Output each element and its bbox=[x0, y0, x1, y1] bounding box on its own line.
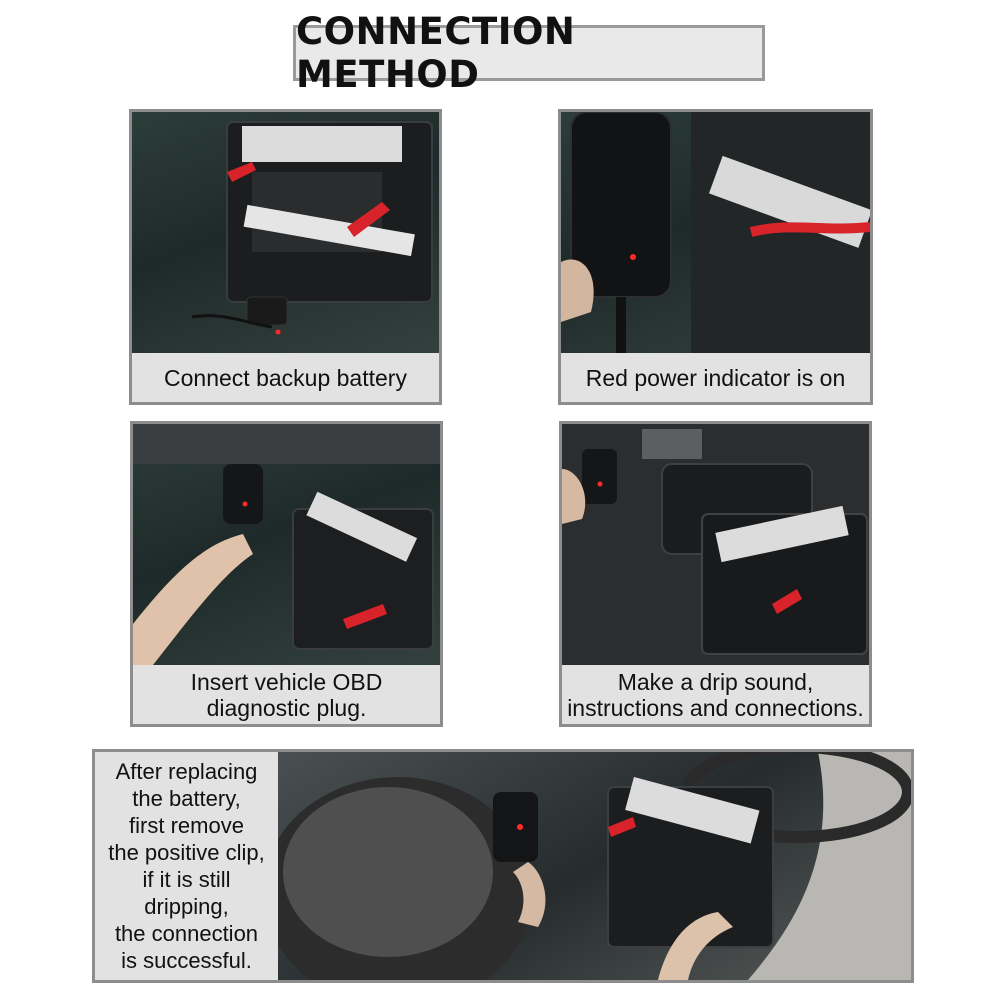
footwell-illustration bbox=[562, 424, 869, 665]
panel-remove-positive-clip bbox=[92, 749, 914, 983]
caption-text: Red power indicator is on bbox=[585, 364, 846, 391]
page-title: CONNECTION METHOD bbox=[296, 10, 576, 96]
person-removing-clip-photo bbox=[278, 752, 911, 980]
person-battery-illustration bbox=[278, 752, 911, 980]
obd-plug-red-light-photo bbox=[561, 112, 870, 353]
obd-plug-illustration bbox=[561, 112, 870, 353]
caption-text: Make a drip sound, instructions and connections. bbox=[567, 668, 864, 721]
caption-text: Insert vehicle OBD diagnostic plug. bbox=[190, 668, 383, 721]
panel-caption bbox=[561, 353, 870, 402]
panel-caption bbox=[132, 353, 439, 402]
panel-insert-obd-plug bbox=[130, 421, 443, 727]
panel-caption bbox=[133, 665, 440, 724]
footwell-battery-photo bbox=[562, 424, 869, 665]
panel-caption bbox=[562, 665, 869, 724]
panel-drip-sound bbox=[559, 421, 872, 727]
hand-obd-illustration bbox=[133, 424, 440, 665]
caption-text: Connect backup battery bbox=[164, 364, 407, 391]
panel-connect-backup-battery bbox=[129, 109, 442, 405]
instruction-text-block bbox=[95, 752, 278, 980]
battery-illustration bbox=[132, 112, 439, 353]
hand-inserting-obd-plug-photo bbox=[133, 424, 440, 665]
battery-with-clips-photo bbox=[132, 112, 439, 353]
instruction-text: After replacing the battery, first remove the positive clip, if it is still dripping, the connection is successful. bbox=[108, 759, 265, 973]
panel-red-power-indicator bbox=[558, 109, 873, 405]
title-banner bbox=[293, 10, 765, 96]
